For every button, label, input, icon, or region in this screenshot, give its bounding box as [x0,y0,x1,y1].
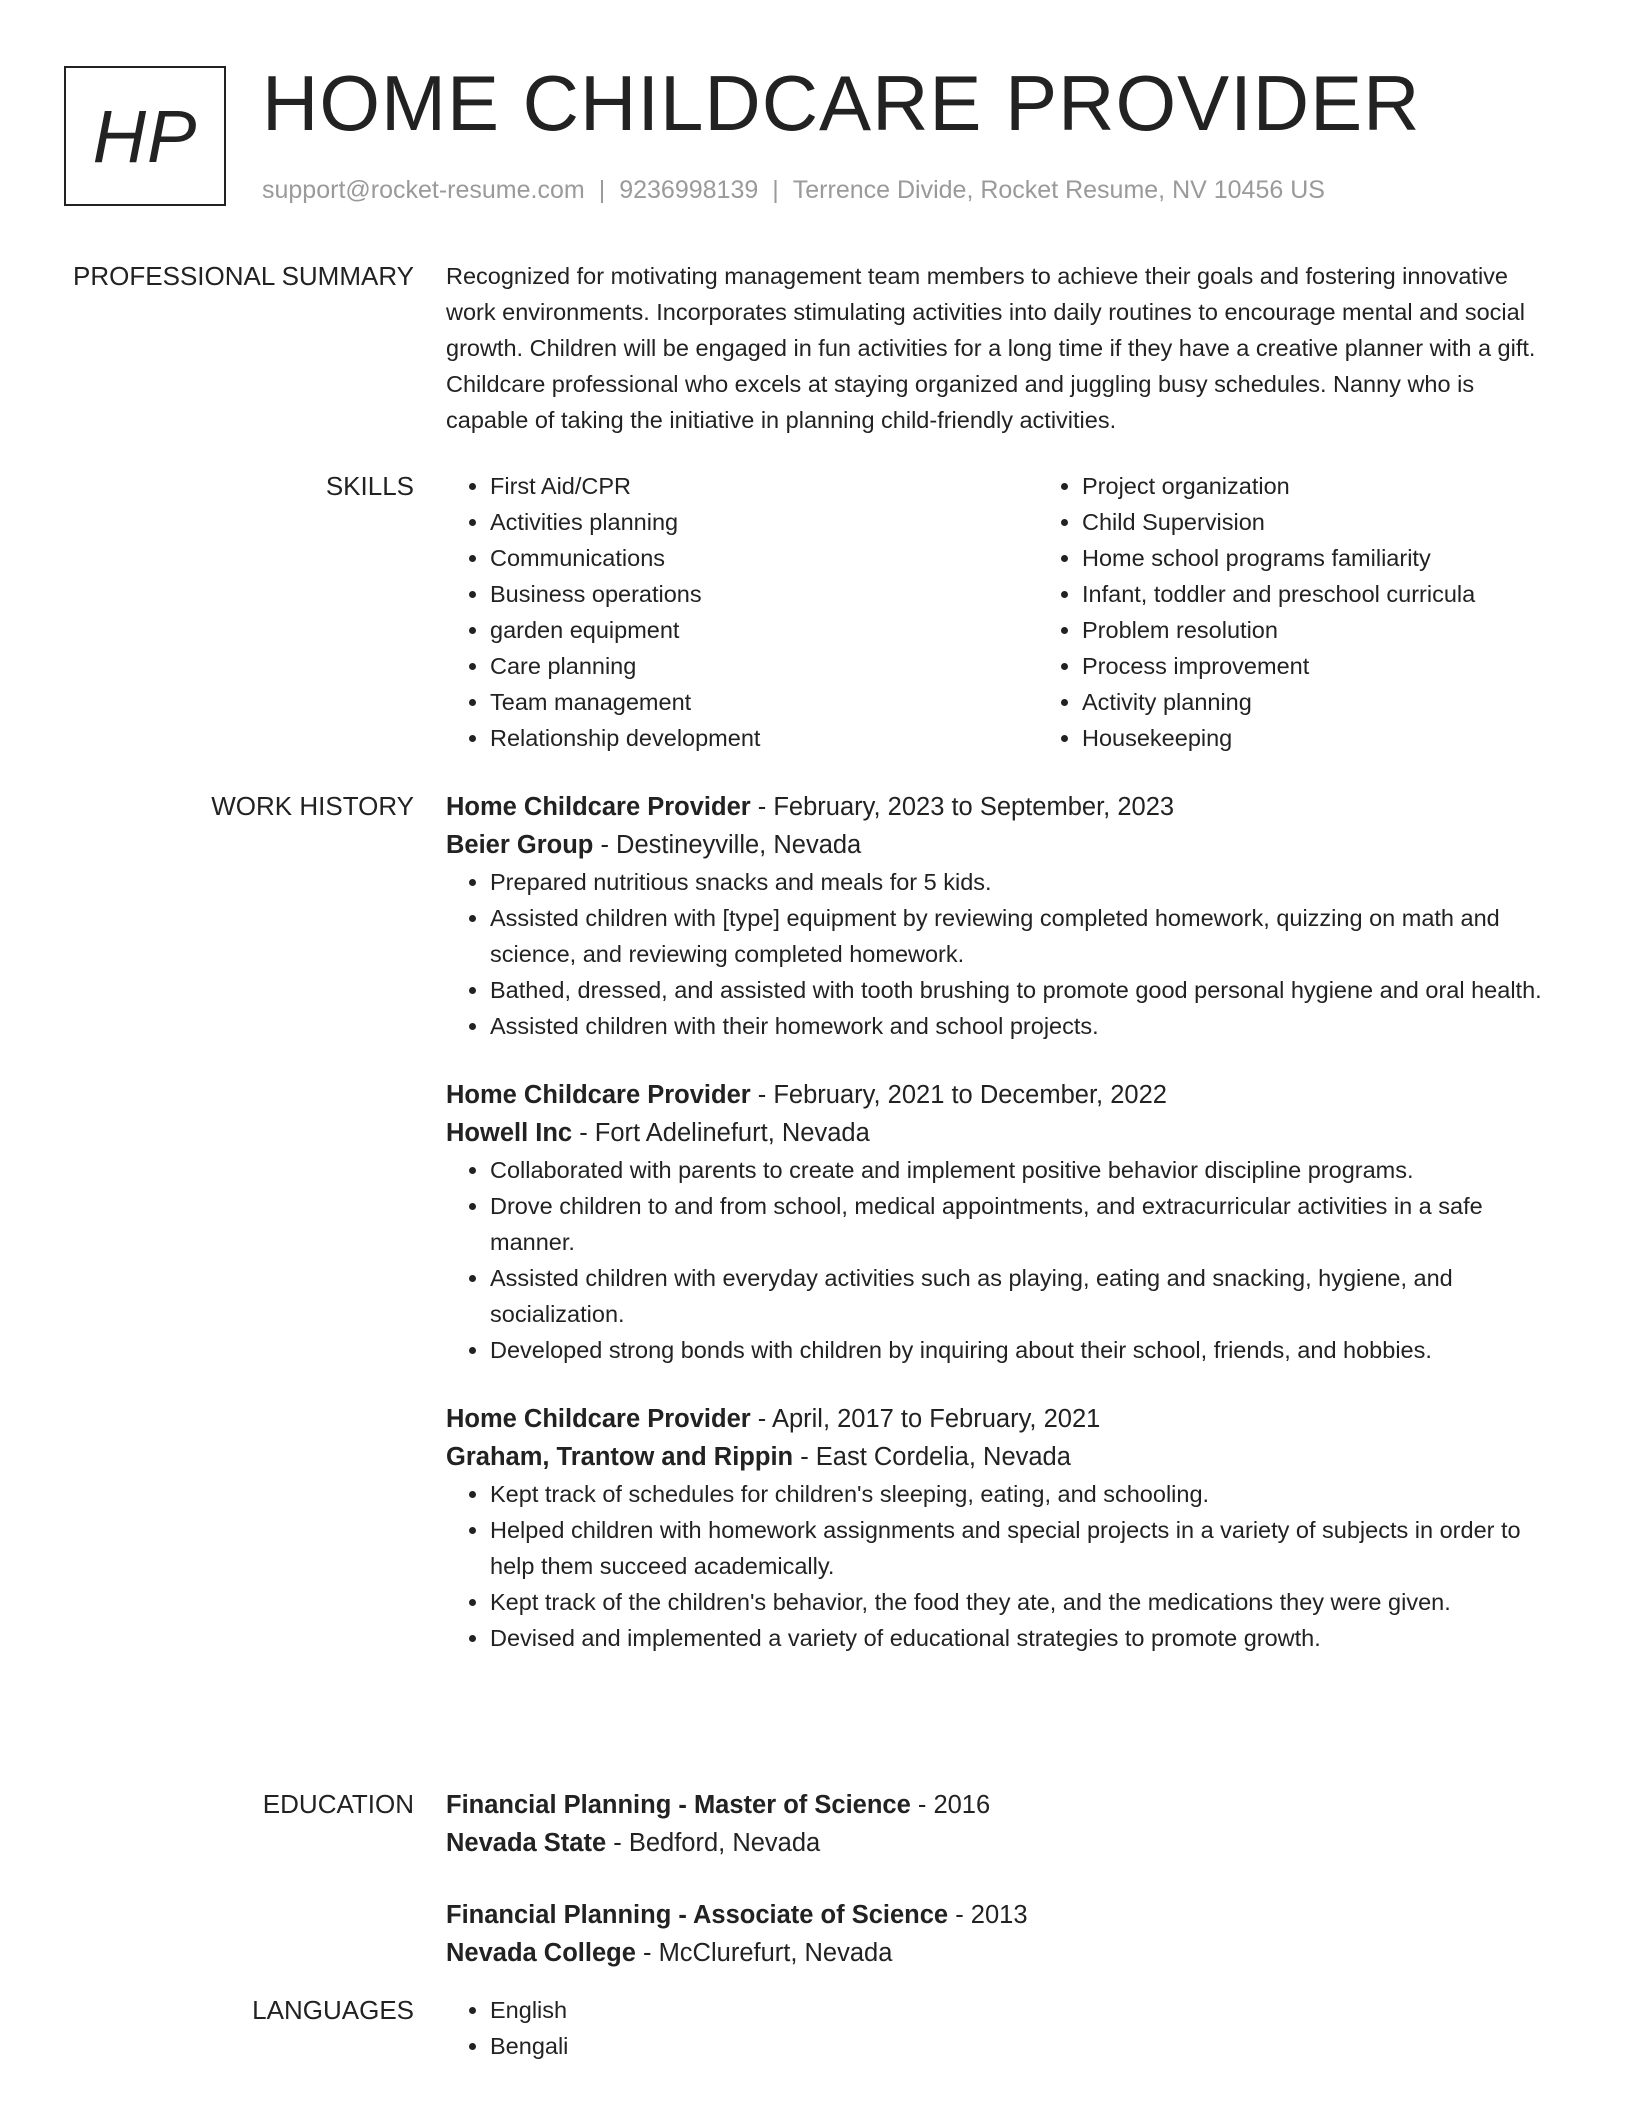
job-dates: - February, 2023 to September, 2023 [750,793,1175,821]
contact-address: Terrence Divide, Rocket Resume, NV 10456 US [792,176,1325,204]
summary-heading: PROFESSIONAL SUMMARY [73,261,414,291]
job-location: - East Cordelia, Nevada [793,1443,1071,1471]
skill-item: • Infant, toddler and preschool curricula [1082,576,1632,612]
education-entry [446,1896,1562,1972]
job-duty: • Kept track of schedules for children's sleeping, eating, and schooling. [490,1476,1562,1512]
contact-phone[interactable]: 9236998139 [619,176,759,204]
job-duty: • Assisted children with their homework and school projects. [490,1008,1562,1044]
skill-item: • Relationship development [490,720,1038,756]
job-duty: • Prepared nutritious snacks and meals for 5 kids. [490,864,1562,900]
skill-item: • Home school programs familiarity [1082,540,1632,576]
job-employer [446,826,1562,864]
degree-year: - 2016 [910,1791,991,1819]
degree-year: - 2013 [948,1901,1028,1929]
job-title: Home Childcare Provider [446,1081,751,1109]
school-line [446,1824,1562,1862]
job-location: - Destineyville, Nevada [593,831,862,859]
school-location: - McClurefurt, Nevada [635,1939,893,1967]
job-duty: • Bathed, dressed, and assisted with tooth brushing to promote good personal hygiene and oral health. [490,972,1562,1008]
language-item: • Bengali [490,2028,1562,2064]
language-item: • English [490,1992,1562,2028]
degree-name: Financial Planning - Associate of Science [446,1901,949,1929]
skill-item: • Activities planning [490,504,1038,540]
skill-item: • Communications [490,540,1038,576]
job-duties [446,864,1562,1044]
skill-item: • Process improvement [1082,648,1632,684]
contact-email[interactable]: support@rocket-resume.com [262,176,585,204]
skill-item: • Activity planning [1082,684,1632,720]
education-heading: EDUCATION [262,1789,414,1819]
school-name: Nevada College [446,1939,636,1967]
job-employer [446,1114,1562,1152]
contact-line [262,172,1325,208]
job-company: Graham, Trantow and Rippin [446,1443,794,1471]
skill-item: • Project organization [1082,468,1632,504]
skills-list-right [1038,468,1632,756]
degree-line [446,1896,1562,1934]
school-location: - Bedford, Nevada [606,1829,821,1857]
education-entry [446,1786,1562,1862]
summary-text: Recognized for motivating management team members to achieve their goals and fostering innovative work environments. Incorporates stimulating activities into daily routines to encourage mental and social growth. Children will be engaged in fun activities for a long time if they have a creative planner with a gift. Childcare professional who excels at staying organized and juggling busy schedules. Nanny who is capable of taking the initiative in planning child-friendly activities. [446,263,1536,433]
job-entry [446,788,1562,1044]
skills-list-left [446,468,1038,756]
job-employer [446,1438,1562,1476]
job-duty: • Developed strong bonds with children by inquiring about their school, friends, and hobbies. [490,1332,1562,1368]
job-title: Home Childcare Provider [446,1405,751,1433]
skill-item: • garden equipment [490,612,1038,648]
skill-item: • Team management [490,684,1038,720]
degree-name: Financial Planning - Master of Science [446,1791,911,1819]
job-duty: • Kept track of the children's behavior, the food they ate, and the medications they were given. [490,1584,1562,1620]
skill-item: • Care planning [490,648,1038,684]
skill-item: • Business operations [490,576,1038,612]
job-duties [446,1476,1562,1656]
monogram-initials: HP [92,94,198,178]
job-duty: • Assisted children with everyday activities such as playing, eating and snacking, hygiene, and socialization. [490,1260,1562,1332]
contact-separator: | [772,176,779,204]
skills-heading: SKILLS [325,471,414,501]
job-entry [446,1076,1562,1368]
job-location: - Fort Adelinefurt, Nevada [572,1119,870,1147]
contact-separator: | [598,176,606,204]
work-history-heading: WORK HISTORY [211,791,414,821]
job-entry [446,1400,1562,1656]
skill-item: • First Aid/CPR [490,468,1038,504]
job-heading [446,1076,1562,1114]
skill-item: • Housekeeping [1082,720,1632,756]
job-dates: - April, 2017 to February, 2021 [750,1405,1101,1433]
job-heading [446,1400,1562,1438]
languages-heading: LANGUAGES [252,1995,414,2025]
job-company: Howell Inc [446,1119,573,1147]
job-company: Beier Group [446,831,594,859]
degree-line [446,1786,1562,1824]
school-name: Nevada State [446,1829,607,1857]
job-heading [446,788,1562,826]
resume-title: HOME CHILDCARE PROVIDER [262,59,1421,147]
job-duty: • Collaborated with parents to create and implement positive behavior discipline programs. [490,1152,1562,1188]
job-duty: • Drove children to and from school, medical appointments, and extracurricular activities in a safe manner. [490,1188,1562,1260]
job-duty: • Devised and implemented a variety of educational strategies to promote growth. [490,1620,1562,1656]
job-duties [446,1152,1562,1368]
job-title: Home Childcare Provider [446,793,751,821]
job-duty: • Helped children with homework assignments and special projects in a variety of subjects in order to help them succeed academically. [490,1512,1562,1584]
monogram-box [64,66,226,206]
skill-item: • Problem resolution [1082,612,1632,648]
skill-item: • Child Supervision [1082,504,1632,540]
job-duty: • Assisted children with [type] equipment by reviewing completed homework, quizzing on math and science, and reviewing completed homework. [490,900,1562,972]
job-dates: - February, 2021 to December, 2022 [750,1081,1167,1109]
school-line [446,1934,1562,1972]
languages-list [446,1992,1562,2064]
